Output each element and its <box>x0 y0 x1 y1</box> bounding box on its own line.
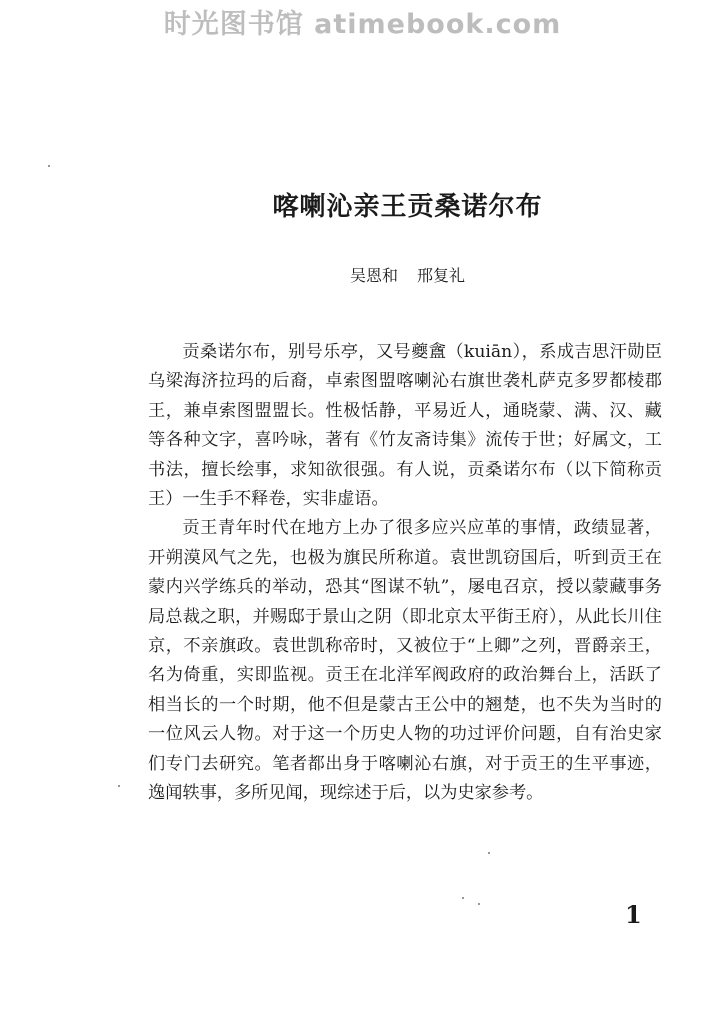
authors: 吴恩和 邢复礼 <box>349 266 466 285</box>
scan-speck <box>488 852 490 854</box>
article-body <box>148 338 662 809</box>
watermark: 时光图书馆 atimebook.com <box>163 9 562 40</box>
scan-speck <box>478 903 480 905</box>
page-number: 1 <box>625 900 642 929</box>
scan-speck <box>118 785 120 787</box>
paragraph-2: 贡王青年时代在地方上办了很多应兴应革的事情，政绩显著，开朔漠风气之先，也极为旗民所称道。袁世凯窃国后，听到贡王在蒙内兴学练兵的举动，恐其“图谋不轨”，屡电召京，授以蒙藏事务局总裁之职，并赐邸于景山之阴（即北京太平街王府），从此长川住京，不亲旗政。袁世凯称帝时，又被位于“上卿”之列，晋爵亲王，名为倚重，实即监视。贡王在北洋军阀政府的政治舞台上，活跃了相当长的一个时期，他不但是蒙古王公中的翘楚，也不失为当时的一位风云人物。对于这一个历史人物的功过评价问题，自有治史家们专门去研究。笔者都出身于喀喇沁右旗，对于贡王的生平事迹，逸闻轶事，多所见闻，现综述于后，以为史家参考。 <box>148 518 662 804</box>
paragraph-1: 贡桑诺尔布，别号乐亭，又号夔盦（kuiān），系成吉思汗勋臣乌梁海济拉玛的后裔，卓索图盟喀喇沁右旗世袭札萨克多罗都棱郡王，兼卓索图盟盟长。性极恬静，平易近人，通晓蒙、满、汉、藏等各种文字，喜吟咏，著有《竹友斋诗集》流传于世；好属文，工书法，擅长绘事，求知欲很强。有人说，贡桑诺尔布（以下简称贡王）一生手不释卷，实非虚语。 <box>148 342 662 510</box>
scan-speck <box>462 897 464 899</box>
article-title: 喀喇沁亲王贡桑诺尔布 <box>272 192 543 222</box>
scan-speck <box>48 165 50 167</box>
